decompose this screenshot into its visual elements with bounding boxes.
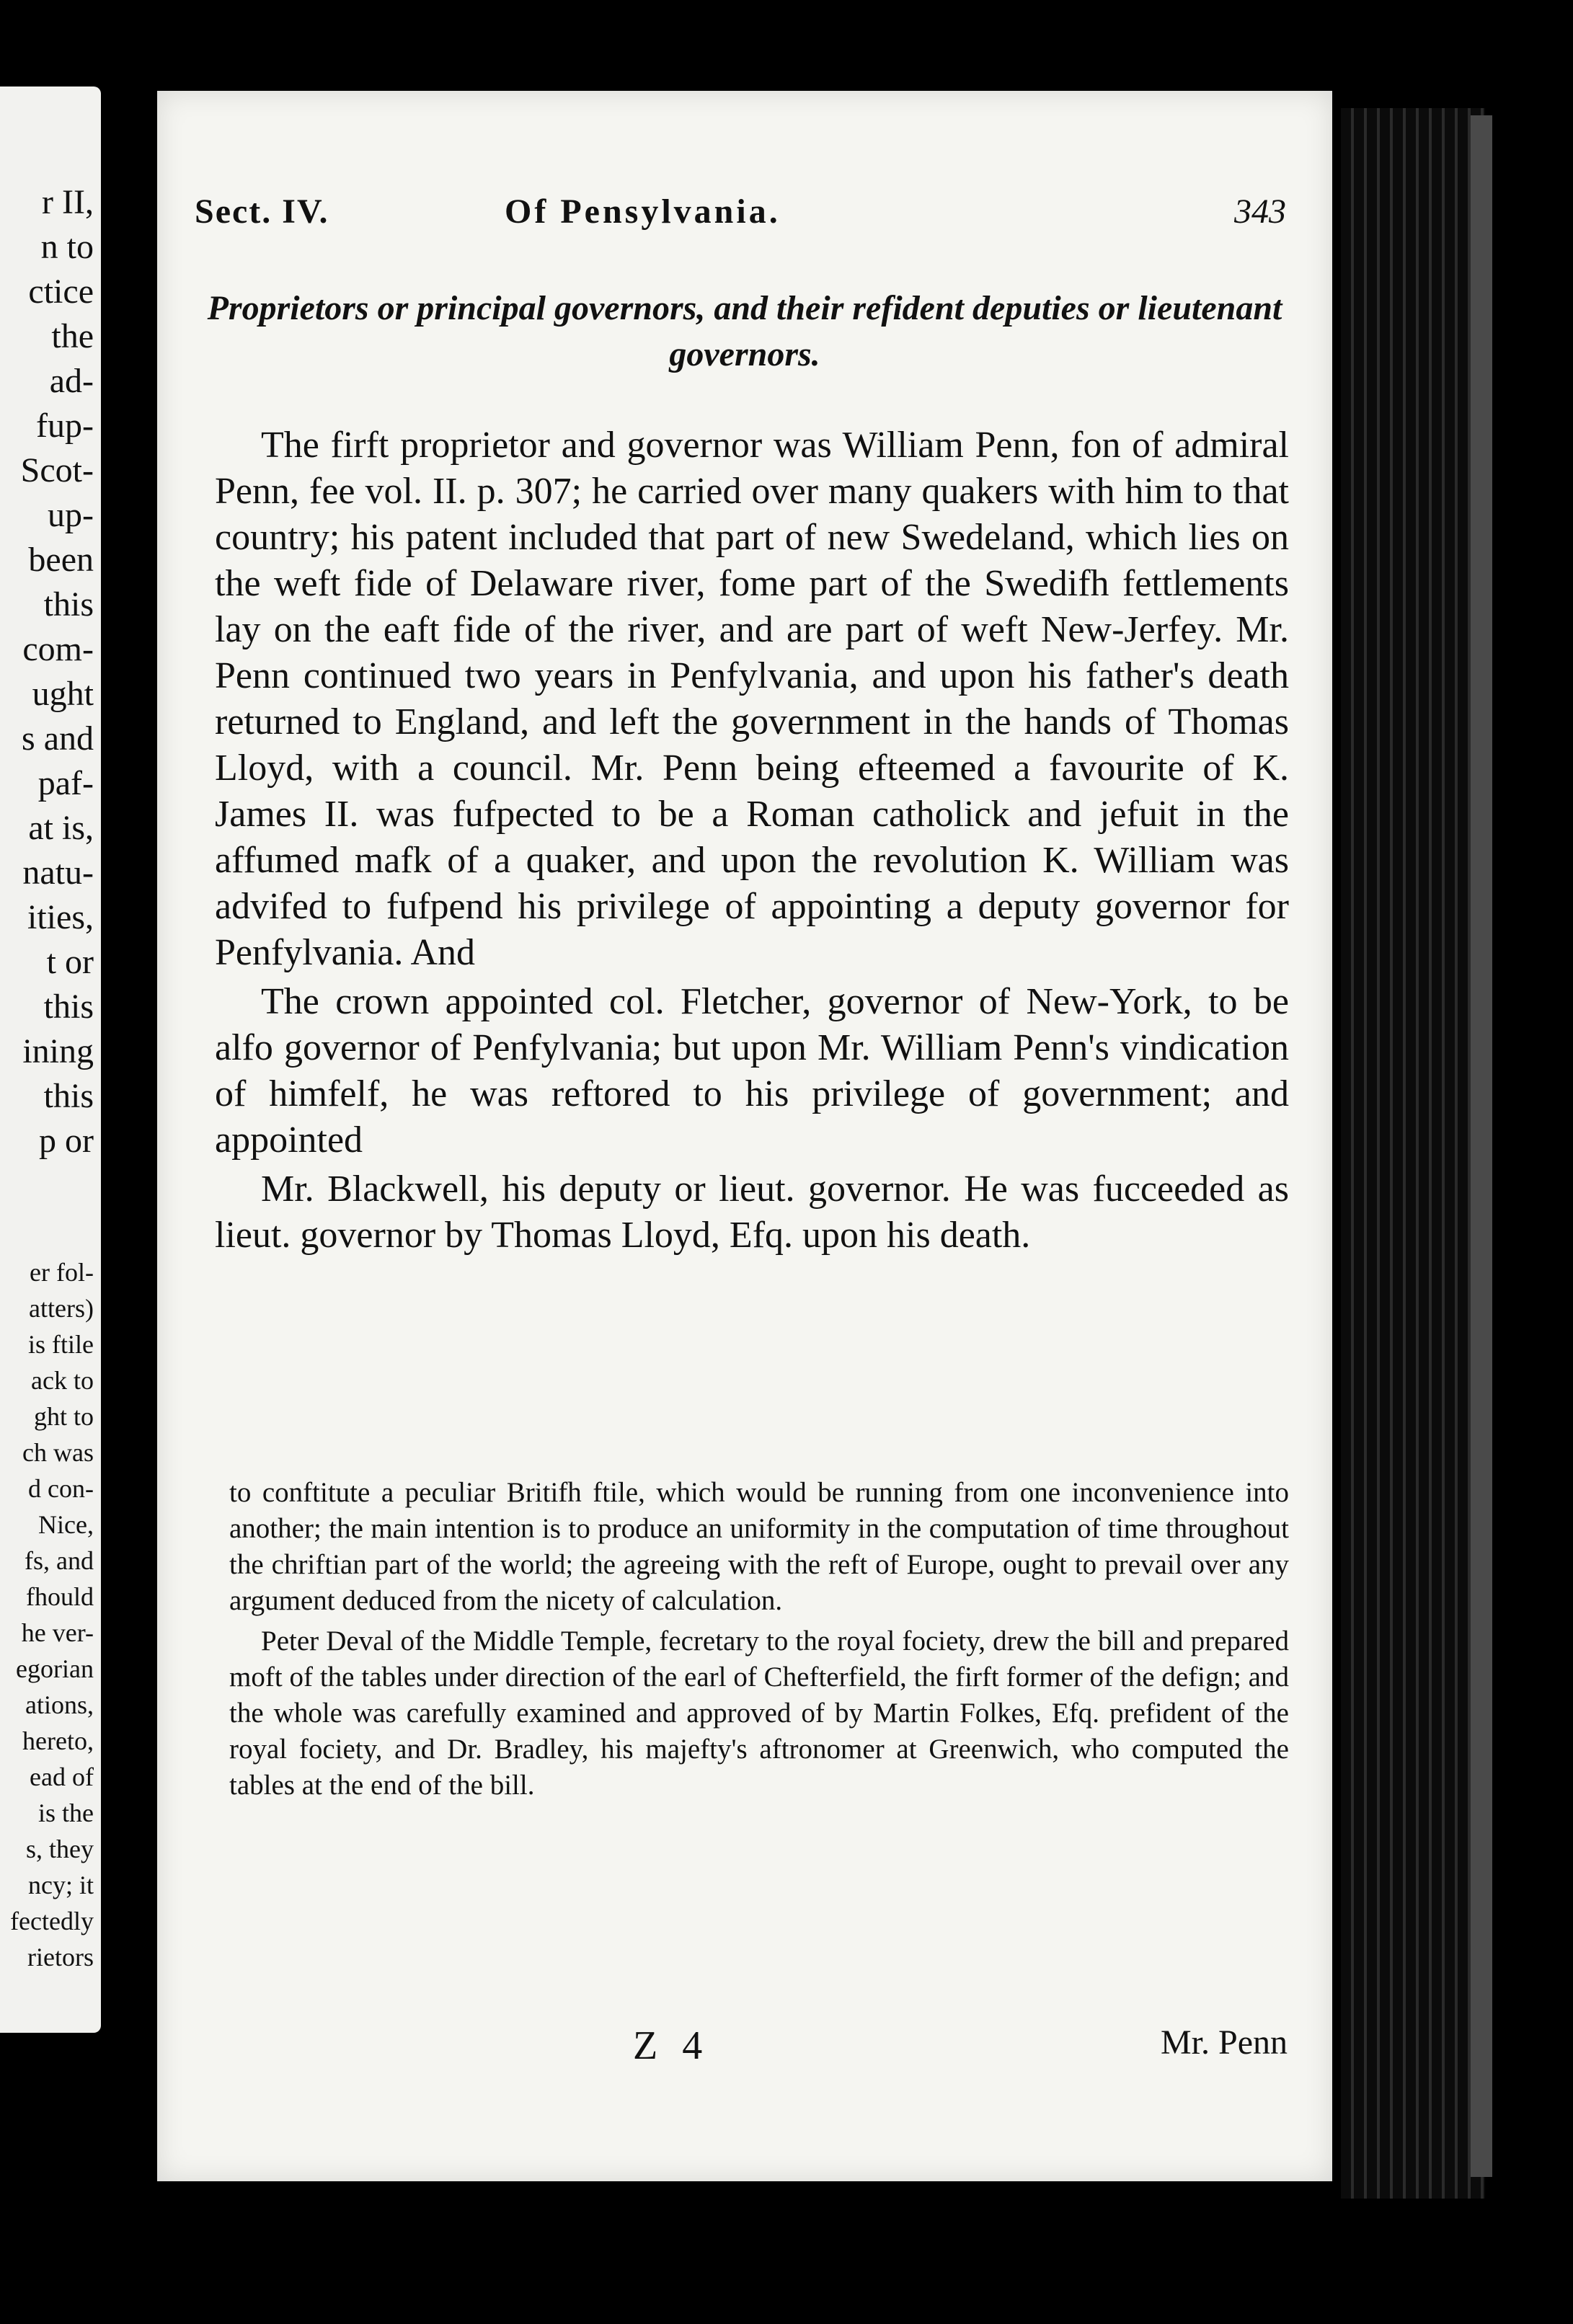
facing-page-line: r II, xyxy=(42,183,94,221)
facing-page-line: p or xyxy=(39,1122,94,1160)
facing-page-line: this xyxy=(43,988,94,1026)
paragraph: The crown appointed col. Fletcher, governor of New-York, to be alfo governor of Penfylvania; but upon Mr. William Penn's vindication of himfelf, he was reftored to his privilege of government; and appointed xyxy=(215,981,1289,1161)
footnote xyxy=(229,1475,1289,1804)
facing-page-line: egorian xyxy=(16,1654,94,1683)
facing-page-line: up- xyxy=(48,496,94,534)
facing-page-line: the xyxy=(51,317,94,355)
facing-page-line: this xyxy=(43,585,94,624)
footnote-paragraph: Peter Deval of the Middle Temple, fecretary to the royal fociety, drew the bill and prepared moft of the tables under direction of the earl of Chefterfield, the firft former of the defign; and the whole was carefully examined and approved of by Martin Folkes, Efq. prefident of the royal fociety, and Dr. Bradley, his majefty's aftronomer at Greenwich, who computed the tables at the end of the bill. xyxy=(229,1626,1289,1801)
facing-page-line: ncy; it xyxy=(28,1871,94,1899)
facing-page-line: fectedly xyxy=(10,1907,94,1935)
running-title: Of Pensylvania. xyxy=(505,192,781,231)
facing-page-line: been xyxy=(28,541,94,579)
facing-page-line: ack to xyxy=(31,1366,94,1395)
facing-page-line: atters) xyxy=(29,1294,94,1323)
facing-page-line: ch was xyxy=(22,1438,94,1467)
facing-page-line: ctice xyxy=(28,272,94,311)
facing-page-line: ations, xyxy=(25,1690,94,1719)
facing-page-line: s and xyxy=(22,719,94,758)
footnote-paragraph: to conftitute a peculiar Britifh ftile, which would be running from one inconvenience into another; the main intention is to produce an uniformity in the computation of time throughout the chriftian part of the world; the agreeing with the reft of Europe, ought to prevail over any argument deduced from the nicety of calculation. xyxy=(229,1477,1289,1616)
facing-page-line: this xyxy=(43,1077,94,1115)
facing-page-line: rietors xyxy=(27,1943,94,1972)
facing-page-line: natu- xyxy=(22,853,94,892)
section-subheading: Proprietors or principal governors, and their refident deputies or lieutenant governors. xyxy=(207,289,1282,373)
facing-page-line: is the xyxy=(38,1799,94,1827)
running-head xyxy=(195,192,1286,242)
facing-page-line: ad- xyxy=(49,362,94,400)
facing-page-line: ght to xyxy=(33,1402,94,1431)
book-edge xyxy=(1471,115,1492,2177)
facing-page-line: d con- xyxy=(28,1474,94,1503)
paragraph: The firft proprietor and governor was William Penn, fon of admiral Penn, fee vol. II. p. 307; he carried over many quakers with him to that country; his patent included that part of new Swedeland, which lies on the weft fide of Delaware river, fome part of the Swedifh fettlements lay on the eaft fide of the river, and are part of weft New-Jerfey. Mr. Penn continued two years in Penfylvania, and upon his father's death returned to England, and left the government in the hands of Thomas Lloyd, with a council. Mr. Penn being efteemed a favourite of K. James II. was fufpected to be a Roman catholick and jefuit in the affumed mafk of a quaker, and upon the revolution K. William was advifed to fufpend his privilege of appointing a deputy governor for Penfylvania. And xyxy=(215,425,1289,973)
page-number: 343 xyxy=(1234,192,1286,231)
facing-page-line: com- xyxy=(22,630,94,668)
facing-page-line: fhould xyxy=(26,1582,94,1611)
facing-page-line: paf- xyxy=(37,764,94,802)
catchword: Mr. Penn xyxy=(1160,2023,1288,2062)
book-page xyxy=(157,91,1332,2181)
book-spine xyxy=(1341,108,1485,2199)
facing-page-line: at is, xyxy=(28,809,94,847)
section-label: Sect. IV. xyxy=(195,192,329,231)
facing-page-line: hereto, xyxy=(22,1726,94,1755)
facing-page-line: fup- xyxy=(36,407,94,445)
facing-page-line: er fol- xyxy=(30,1258,94,1287)
paragraph: Mr. Blackwell, his deputy or lieut. governor. He was fucceeded as lieut. governor by Thomas Lloyd, Efq. upon his death. xyxy=(215,1168,1289,1256)
facing-page-fragment xyxy=(0,87,101,2033)
body-text xyxy=(215,422,1289,1259)
facing-page-line: t or xyxy=(46,943,94,981)
facing-page-line: ead of xyxy=(30,1762,94,1791)
facing-page-line: ught xyxy=(32,675,94,713)
facing-page-line: fs, and xyxy=(25,1546,94,1575)
facing-page-text-top xyxy=(21,180,94,1163)
facing-page-text-bottom xyxy=(10,1254,94,1975)
facing-page-line: is ftile xyxy=(28,1330,94,1359)
facing-page-line: n to xyxy=(40,228,94,266)
facing-page-line: ities, xyxy=(27,898,94,936)
signature-mark: Z 4 xyxy=(633,2023,710,2068)
facing-page-line: s, they xyxy=(26,1835,94,1863)
facing-page-line: he ver- xyxy=(21,1618,94,1647)
facing-page-line: Nice, xyxy=(38,1510,94,1539)
facing-page-line: ining xyxy=(22,1032,94,1070)
facing-page-line: Scot- xyxy=(20,451,94,489)
